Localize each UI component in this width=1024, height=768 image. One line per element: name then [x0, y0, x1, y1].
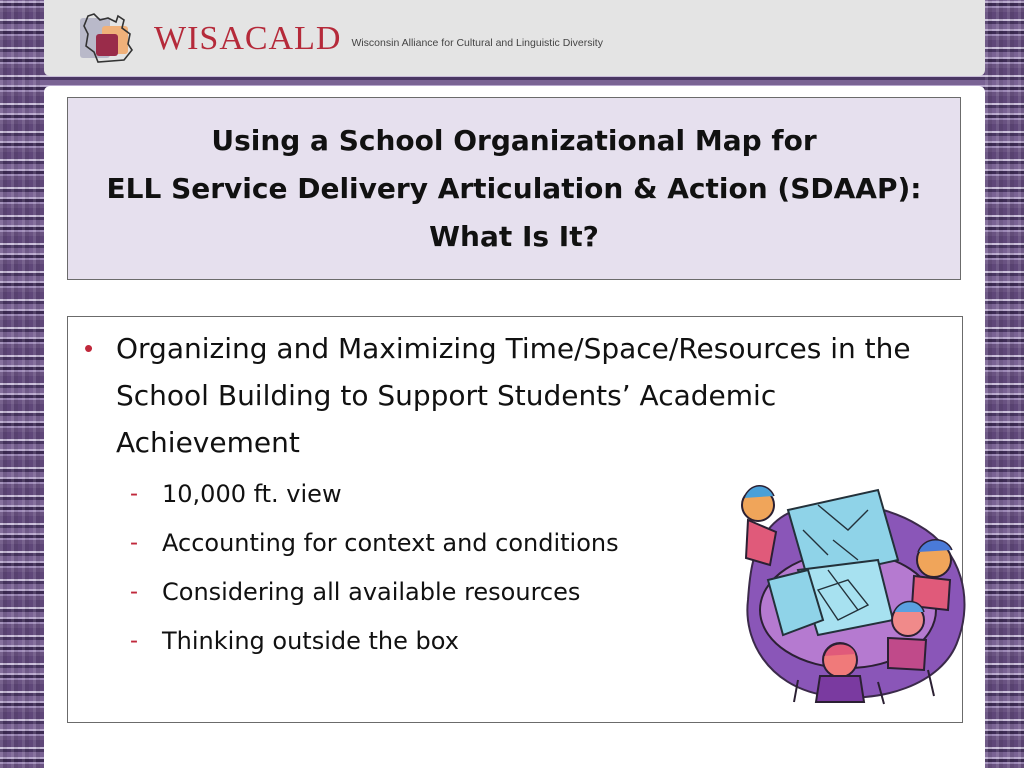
sub-bullet-text: Considering all available resources: [162, 577, 581, 606]
main-bullet: [78, 325, 938, 466]
wisconsin-map-logo-icon: [78, 12, 148, 66]
sub-bullet-marker: -: [130, 626, 138, 654]
logo-wordmark: WISACALD: [154, 20, 342, 57]
sub-bullet-text: Thinking outside the box: [162, 626, 459, 655]
team-planning-map-clipart: [728, 470, 972, 708]
bullet-marker: •: [84, 333, 94, 363]
left-border-pattern: [0, 0, 44, 768]
sub-bullet-marker: -: [130, 479, 138, 507]
title-line-3: What Is It?: [429, 219, 599, 253]
sub-bullet-text: Accounting for context and conditions: [162, 528, 619, 557]
title-line-1: Using a School Organizational Map for: [211, 123, 817, 157]
main-bullet-text: Organizing and Maximizing Time/Space/Resources in the School Building to Support Students’ Academic Achievement: [116, 332, 911, 459]
sub-bullet: [126, 518, 619, 567]
right-border-pattern: [985, 0, 1024, 768]
sub-bullet: [126, 567, 619, 616]
sub-bullet-marker: -: [130, 528, 138, 556]
logo-tagline: Wisconsin Alliance for Cultural and Linguistic Diversity: [351, 37, 603, 49]
sub-bullet-text: 10,000 ft. view: [162, 479, 342, 508]
sub-bullet: [126, 469, 619, 518]
sub-bullet-list: [126, 469, 619, 665]
slide-title: [107, 117, 922, 261]
logo: [78, 12, 603, 66]
sub-bullet: [126, 616, 619, 665]
slide-title-box: [67, 97, 961, 280]
title-line-2: ELL Service Delivery Articulation & Action (SDAAP):: [106, 171, 922, 205]
sub-bullet-marker: -: [130, 577, 138, 605]
